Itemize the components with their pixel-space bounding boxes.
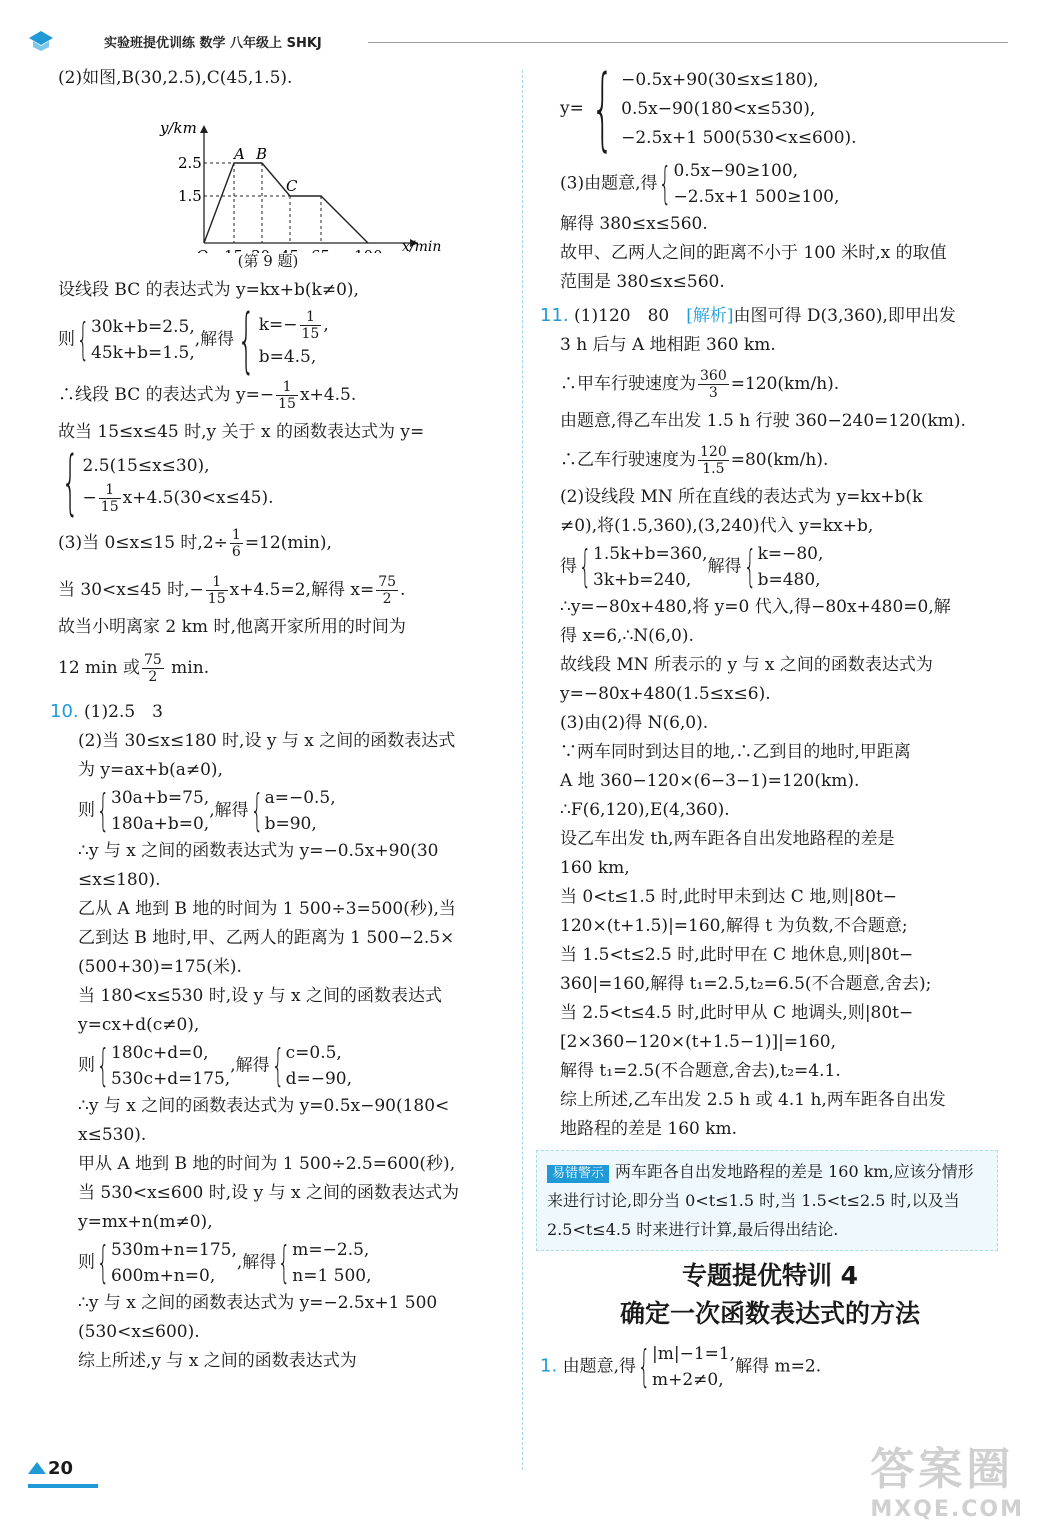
text-line: 范围是 380≤x≤560.: [560, 272, 725, 292]
text: 则: [58, 329, 75, 350]
text: ,解得: [194, 329, 235, 350]
equation-system: [95, 785, 209, 837]
numerator: 75: [378, 574, 397, 590]
brace: {: [76, 314, 90, 365]
warning-tag: 易错警示: [547, 1165, 609, 1183]
text: 则: [78, 1252, 95, 1273]
equation: 530c+d=175,: [111, 1069, 231, 1089]
text-line: (2)当 30≤x≤180 时,设 y 与 x 之间的函数表达式: [78, 731, 456, 751]
equation: −2.5x+1 500≥100,: [673, 187, 840, 207]
header-rule: [368, 42, 1008, 43]
text-line: 解得 t₁=2.5(不合题意,舍去),t₂=4.1.: [560, 1061, 841, 1081]
denominator: 3: [708, 385, 718, 401]
equation-line: [58, 1237, 520, 1289]
denominator: 15: [301, 325, 320, 342]
text: ∴甲车行驶速度为: [560, 374, 696, 394]
y-axis-label: y/km: [160, 119, 197, 137]
text: ∴线段 BC 的表达式为 y=−: [58, 385, 275, 405]
left-column: [50, 64, 520, 1376]
y-axis-arrow: [200, 125, 208, 133]
equation: 2.5(15≤x≤30),: [82, 455, 210, 476]
equation-line: [540, 158, 1000, 210]
text-line: 160 km,: [560, 858, 630, 878]
text: ∴乙车行驶速度为: [560, 450, 696, 470]
text-line: 当 1.5<t≤2.5 时,此时甲在 C 地休息,则|80t−: [560, 945, 914, 965]
error-warning-box: [536, 1150, 998, 1251]
text-line: 故甲、乙两人之间的距离不小于 100 米时,x 的取值: [560, 243, 947, 263]
page-marker-icon: [28, 1462, 46, 1474]
x-tick-label: [224, 247, 243, 253]
text-line: 乙从 A 地到 B 地的时间为 1 500÷3=500(秒),当: [78, 899, 456, 919]
point-label-b: B: [256, 145, 268, 163]
denominator: 15: [207, 591, 226, 607]
text-line: 故当小明离家 2 km 时,他离开家所用的时间为: [58, 617, 406, 637]
text-line: 120×(t+1.5)|=160,解得 t 为负数,不合题意;: [560, 916, 908, 936]
denominator: 15: [278, 396, 296, 412]
text-line: ∵两车同时到达目的地,∴乙到目的地时,甲距离: [560, 742, 911, 762]
text: 得: [560, 556, 577, 577]
numerator: 360: [700, 368, 727, 384]
brace: {: [591, 56, 614, 161]
equation: 45k+b=1.5,: [91, 343, 195, 363]
text-line: 得 x=6,∴N(6,0).: [560, 626, 694, 646]
equation: d=−90,: [285, 1069, 353, 1089]
equation: 0.5x−90(180<x≤530),: [621, 98, 816, 119]
text-line: (530<x≤600).: [78, 1322, 200, 1342]
text-line: 乙到达 B 地时,甲、乙两人的距离为 1 500−2.5×: [78, 928, 455, 948]
denominator: 2: [382, 591, 392, 607]
text: 则: [78, 1055, 95, 1076]
equation-system: [234, 299, 329, 381]
section-subtitle: 确定一次函数表达式的方法: [619, 1299, 920, 1328]
brace: {: [578, 541, 592, 592]
equation: m=−2.5,: [292, 1240, 370, 1260]
brace: {: [659, 158, 672, 209]
text-line: (3)由(2)得 N(6,0).: [560, 713, 709, 733]
fraction: [698, 368, 729, 401]
text: =80(km/h).: [730, 450, 829, 470]
fraction: [300, 309, 322, 342]
brace: {: [743, 541, 756, 592]
text: (3)由题意,得: [560, 173, 658, 194]
equation: 600m+n=0,: [111, 1266, 216, 1286]
text-line: [58, 527, 520, 560]
question-11-line: [540, 301, 1000, 331]
equation: 180c+d=0,: [111, 1043, 209, 1063]
text-line: ∴y 与 x 之间的函数表达式为 y=−0.5x+90(30: [78, 841, 439, 861]
equation: b=480,: [757, 570, 821, 590]
text-line: 故线段 MN 所表示的 y 与 x 之间的函数表达式为: [560, 655, 933, 675]
text-line: A 地 360−120×(6−3−1)=120(km).: [560, 771, 860, 791]
text: x+4.5.: [299, 385, 357, 405]
equation-system: [584, 56, 857, 161]
brace: {: [96, 1040, 110, 1091]
equation-system: [742, 541, 824, 593]
text-line: (500+30)=175(米).: [78, 957, 242, 977]
equation: 0.5x−90≥100,: [673, 161, 799, 181]
fraction: [99, 482, 121, 515]
text-line: [58, 574, 520, 607]
denominator: 6: [231, 544, 241, 560]
y-tick-label: 1.5: [178, 187, 202, 205]
x-tick-label: [311, 247, 330, 253]
text-line: [58, 379, 520, 412]
analysis-tag: [解析]: [686, 306, 734, 326]
brace: {: [96, 1237, 110, 1288]
fraction: [276, 379, 298, 412]
text-line: [2×360−120×(t+1.5−1)]|=160,: [560, 1032, 836, 1052]
text: ,解得: [236, 1252, 277, 1273]
equation: −0.5x+90(30≤x≤180),: [621, 69, 819, 90]
logo-icon: [28, 30, 54, 52]
text-line: ∴y=−80x+480,将 y=0 代入,得−80x+480=0,解: [560, 597, 951, 617]
question-number: 11.: [540, 305, 569, 326]
header-title: 实验班提优训练 数学 八年级上 SHKJ: [104, 36, 322, 51]
text-line: 设线段 BC 的表达式为 y=kx+b(k≠0),: [58, 280, 359, 300]
page-number: [28, 1458, 73, 1479]
denominator: 15: [100, 498, 119, 515]
equation: 30a+b=75,: [111, 788, 210, 808]
text-line: ≤x≤180).: [78, 870, 161, 890]
watermark-url: MXQE.COM: [870, 1497, 1024, 1522]
equation-line: [58, 1040, 520, 1092]
equation: 1.5k+b=360,: [593, 544, 708, 564]
x-tick-label: [251, 247, 270, 253]
watermark: [870, 1433, 1024, 1522]
text-line: 综上所述,乙车出发 2.5 h 或 4.1 h,两车距各自出发: [560, 1090, 946, 1110]
text-line: 当 180<x≤530 时,设 y 与 x 之间的函数表达式: [78, 986, 442, 1006]
fraction: [698, 444, 729, 477]
page-number-text: 20: [48, 1458, 74, 1479]
text: y=: [560, 98, 584, 119]
equation: k=−80,: [757, 544, 824, 564]
numerator: 1: [300, 309, 322, 326]
text-line: y=cx+d(c≠0),: [78, 1015, 200, 1035]
text-line: 解得 380≤x≤560.: [560, 214, 708, 234]
brace: {: [637, 1341, 651, 1392]
text: 解得: [707, 556, 742, 577]
text-line: [58, 652, 520, 685]
text-line: x≤530).: [78, 1125, 147, 1145]
equation: m+2≠0,: [652, 1370, 724, 1390]
brace: {: [271, 1040, 284, 1091]
text: k=−: [258, 314, 298, 335]
figure-caption: (第 9 题): [237, 252, 299, 270]
equation-system: [95, 1040, 230, 1092]
equation: |m|−1=1,: [652, 1344, 736, 1364]
equation-system: [58, 441, 274, 523]
text: ,解得: [209, 800, 249, 821]
numerator: 1: [99, 482, 121, 499]
equation-line: [58, 785, 520, 837]
equation-line: [540, 541, 1000, 593]
text-line: 3 h 后与 A 地相距 360 km.: [560, 335, 776, 355]
question-10-line: [50, 697, 520, 727]
origin-label: [196, 247, 208, 253]
watermark-title: 答案圈: [870, 1444, 1015, 1495]
point-label-c: C: [286, 177, 298, 195]
equation-system: [270, 1040, 352, 1092]
distance-line: [204, 163, 368, 243]
numerator: 1: [276, 379, 298, 396]
text-line: y=−80x+480(1.5≤x≤6).: [560, 684, 771, 704]
fraction: [206, 574, 228, 607]
text-line: (2)如图,B(30,2.5),C(45,1.5).: [58, 68, 293, 88]
x-tick-label: [280, 247, 299, 253]
text: .: [400, 580, 406, 600]
equation: b=4.5,: [258, 346, 317, 367]
warning-text: 两车距各自出发地路程的差是 160 km,应该分情形来进行讨论,即分当 0<t≤1.5 时,当 1.5<t≤2.5 时,以及当 2.5<t≤4.5 时来进行计算,最后得出结论.: [547, 1162, 974, 1239]
text-line: 综上所述,y 与 x 之间的函数表达式为: [78, 1351, 357, 1371]
column-divider: [522, 70, 523, 1470]
text-line: 设乙车出发 th,两车距各自出发地路程的差是: [560, 829, 895, 849]
equation: 30k+b=2.5,: [91, 317, 195, 337]
text-line: 当 2.5<t≤4.5 时,此时甲从 C 地调头,则|80t−: [560, 1003, 914, 1023]
text-line: [540, 368, 1000, 401]
text: =12(min),: [244, 533, 332, 553]
text: (1)120 80: [574, 306, 687, 326]
text: =120(km/h).: [730, 374, 840, 394]
page-header: [28, 26, 1018, 58]
equation-system: [577, 541, 708, 593]
brace: {: [96, 785, 110, 836]
text: 由题意,得: [562, 1356, 636, 1377]
equation-system: [276, 1237, 371, 1289]
question-number: 10.: [50, 701, 79, 722]
numerator: 75: [143, 652, 162, 668]
numerator: 120: [700, 444, 727, 460]
equation-system: [75, 314, 195, 366]
text-line: ∴y 与 x 之间的函数表达式为 y=0.5x−90(180<: [78, 1096, 450, 1116]
equation: c=0.5,: [285, 1043, 342, 1063]
text: x+4.5=2,解得 x=: [229, 580, 375, 600]
equation-system: [249, 785, 336, 837]
text: x+4.5(30<x≤45).: [122, 487, 274, 508]
equation: a=−0.5,: [264, 788, 336, 808]
equation-line: [58, 441, 520, 523]
text: (1)2.5 3: [84, 702, 163, 722]
denominator: 2: [148, 669, 158, 685]
brace: {: [61, 441, 80, 523]
section-title: 专题提优特训 4: [681, 1261, 859, 1290]
text-line: 为 y=ax+b(a≠0),: [78, 760, 223, 780]
text-line: [540, 444, 1000, 477]
text: 当 30<x≤45 时,−: [58, 580, 204, 600]
text: 由图可得 D(3,360),即甲出发: [733, 306, 956, 326]
denominator: 1.5: [702, 461, 725, 477]
chart-svg: [68, 93, 468, 253]
brace: {: [277, 1237, 291, 1288]
text-line: 甲从 A 地到 B 地的时间为 1 500÷2.5=600(秒),: [78, 1154, 456, 1174]
text: ,: [323, 314, 329, 335]
fraction: [376, 574, 398, 607]
text-line: 当 530<x≤600 时,设 y 与 x 之间的函数表达式为: [78, 1183, 459, 1203]
text-line: y=mx+n(m≠0),: [78, 1212, 213, 1232]
problem-1-line: [540, 1341, 1000, 1393]
text: 则: [78, 800, 95, 821]
text-line: 地路程的差是 160 km.: [560, 1119, 738, 1139]
equation: −2.5x+1 500(530<x≤600).: [621, 127, 857, 148]
text-line: 当 0<t≤1.5 时,此时甲未到达 C 地,则|80t−: [560, 887, 898, 907]
x-tick-label: [354, 247, 383, 253]
text-line: ∴F(6,120),E(4,360).: [560, 800, 730, 820]
numerator: 1: [206, 574, 228, 591]
equation-line: [58, 299, 520, 381]
numerator: 1: [231, 527, 241, 543]
right-column: [540, 56, 1000, 1393]
text-line: 故当 15≤x≤45 时,y 关于 x 的函数表达式为 y=: [58, 422, 425, 442]
point-label-a: A: [234, 145, 245, 163]
equation: 3k+b=240,: [593, 570, 692, 590]
text: −: [82, 487, 97, 508]
equation: n=1 500,: [292, 1266, 372, 1286]
text: min.: [165, 658, 210, 678]
text-line: 360|=160,解得 t₁=2.5,t₂=6.5(不合题意,舍去);: [560, 974, 932, 994]
question-number: 1.: [540, 1355, 558, 1377]
y-tick-label: 2.5: [178, 154, 202, 172]
fraction: [230, 527, 243, 560]
text: 12 min 或: [58, 658, 140, 678]
equation-system: [95, 1237, 237, 1289]
equation-line: [540, 56, 1000, 161]
equation: 180a+b=0,: [111, 814, 210, 834]
fraction: [142, 652, 164, 685]
equation-system: [636, 1341, 735, 1393]
text: ,解得: [230, 1055, 270, 1076]
text-line: 由题意,得乙车出发 1.5 h 行驶 360−240=120(km).: [560, 411, 966, 431]
text-line: ∴y 与 x 之间的函数表达式为 y=−2.5x+1 500: [78, 1293, 438, 1313]
text-line: (2)设线段 MN 所在直线的表达式为 y=kx+b(k: [560, 487, 923, 507]
equation: 530m+n=175,: [111, 1240, 237, 1260]
brace: {: [250, 785, 263, 836]
text: 解得 m=2.: [735, 1356, 822, 1377]
equation: b=90,: [264, 814, 317, 834]
brace: {: [237, 299, 256, 381]
page-underline: [28, 1484, 98, 1488]
equation-system: [657, 158, 839, 210]
text-line: ≠0),将(1.5,360),(3,240)代入 y=kx+b,: [560, 516, 874, 536]
figure-9-chart: [68, 93, 468, 253]
x-axis-label: x/min: [402, 239, 442, 253]
text: (3)当 0≤x≤15 时,2÷: [58, 533, 228, 553]
